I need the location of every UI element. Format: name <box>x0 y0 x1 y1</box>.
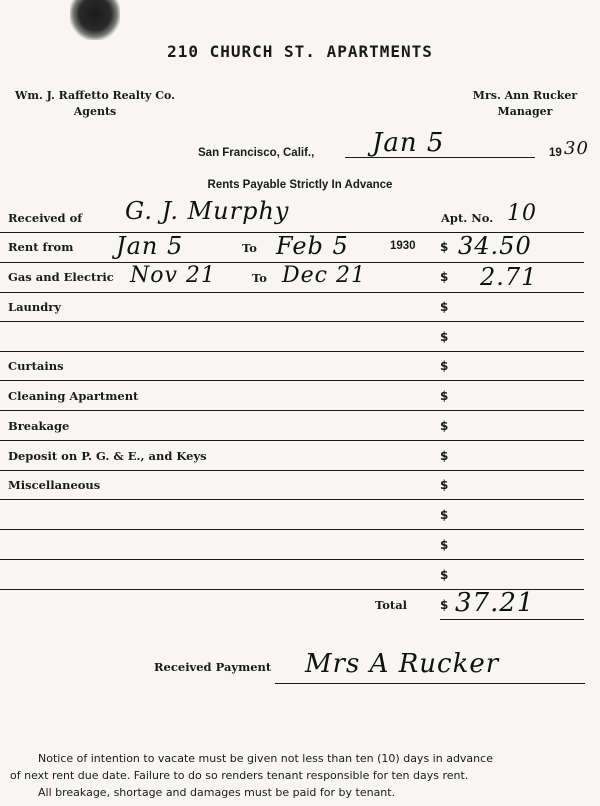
rule-curtains <box>0 380 584 381</box>
rule-blank-1 <box>0 351 584 352</box>
agent-role: Agents <box>73 105 117 118</box>
total-label: Total <box>375 598 408 612</box>
rent-year: 1930 <box>390 240 416 252</box>
manager-name: Mrs. Ann Rucker <box>472 89 578 102</box>
line-dollar-blank-2: $ <box>440 508 449 522</box>
gas-to-date: Dec 21 <box>282 263 366 288</box>
total-dollar: $ <box>440 598 449 612</box>
line-dollar-misc: $ <box>440 478 449 492</box>
notice-line-3: All breakage, shortage and damages must be paid for by tenant. <box>38 786 396 799</box>
line-label-laundry: Laundry <box>8 300 62 314</box>
date-line <box>345 157 535 158</box>
dateline-city: San Francisco, Calif., <box>198 147 315 159</box>
rule-blank-2 <box>0 529 584 530</box>
gas-to-label: To <box>252 271 267 285</box>
gas-label: Gas and Electric <box>8 270 114 284</box>
rent-to-label: To <box>242 241 257 255</box>
gas-dollar: $ <box>440 270 449 284</box>
line-dollar-breakage: $ <box>440 419 449 433</box>
subtitle: Rents Payable Strictly In Advance <box>207 179 393 191</box>
rule-deposit <box>0 470 584 471</box>
rule-gas <box>0 292 584 293</box>
line-dollar-deposit: $ <box>440 449 449 463</box>
rule-blank-3 <box>0 559 584 560</box>
line-dollar-blank-1: $ <box>440 330 449 344</box>
total-amount: 37.21 <box>455 588 535 618</box>
rule-cleaning <box>0 410 584 411</box>
rent-from-date: Jan 5 <box>116 232 184 260</box>
line-label-cleaning: Cleaning Apartment <box>8 389 139 403</box>
gas-amount: 2.71 <box>480 263 538 291</box>
rent-dollar: $ <box>440 240 449 254</box>
line-label-misc: Miscellaneous <box>8 478 101 492</box>
line-dollar-blank-3: $ <box>440 538 449 552</box>
notice-line-2: of next rent due date. Failure to do so renders tenant responsible for ten days rent. <box>10 769 469 782</box>
rule-misc <box>0 499 584 500</box>
rent-amount: 34.50 <box>458 232 532 260</box>
rule-breakage <box>0 440 584 441</box>
gas-from-date: Nov 21 <box>130 263 216 288</box>
rent-to-date: Feb 5 <box>276 232 349 260</box>
line-dollar-cleaning: $ <box>440 389 449 403</box>
dateline-date: Jan 5 <box>372 128 445 158</box>
rule-laundry <box>0 321 584 322</box>
received-of-label: Received of <box>8 211 83 225</box>
rent-label: Rent from <box>8 240 74 254</box>
line-dollar-curtains: $ <box>440 359 449 373</box>
received-of-name: G. J. Murphy <box>125 197 290 225</box>
manager-role: Manager <box>497 105 553 118</box>
agent-company: Wm. J. Raffetto Realty Co. <box>14 89 175 102</box>
dateline-year-prefix: 19 <box>549 147 562 159</box>
page-title: 210 CHURCH ST. APARTMENTS <box>167 42 433 61</box>
apt-label: Apt. No. <box>441 211 494 225</box>
rule-signature <box>275 683 585 684</box>
apt-number: 10 <box>507 201 537 226</box>
signature: Mrs A Rucker <box>305 649 500 679</box>
line-label-curtains: Curtains <box>8 359 64 373</box>
line-dollar-blank-4: $ <box>440 568 449 582</box>
line-label-deposit: Deposit on P. G. & E., and Keys <box>8 449 207 463</box>
dateline-year: 30 <box>564 138 589 159</box>
notice-line-1: Notice of intention to vacate must be given not less than ten (10) days in advance <box>38 752 493 765</box>
ink-blot <box>70 0 120 40</box>
rule-total <box>440 619 584 620</box>
line-label-breakage: Breakage <box>8 419 70 433</box>
line-dollar-laundry: $ <box>440 300 449 314</box>
received-payment-label: Received Payment <box>154 660 272 674</box>
